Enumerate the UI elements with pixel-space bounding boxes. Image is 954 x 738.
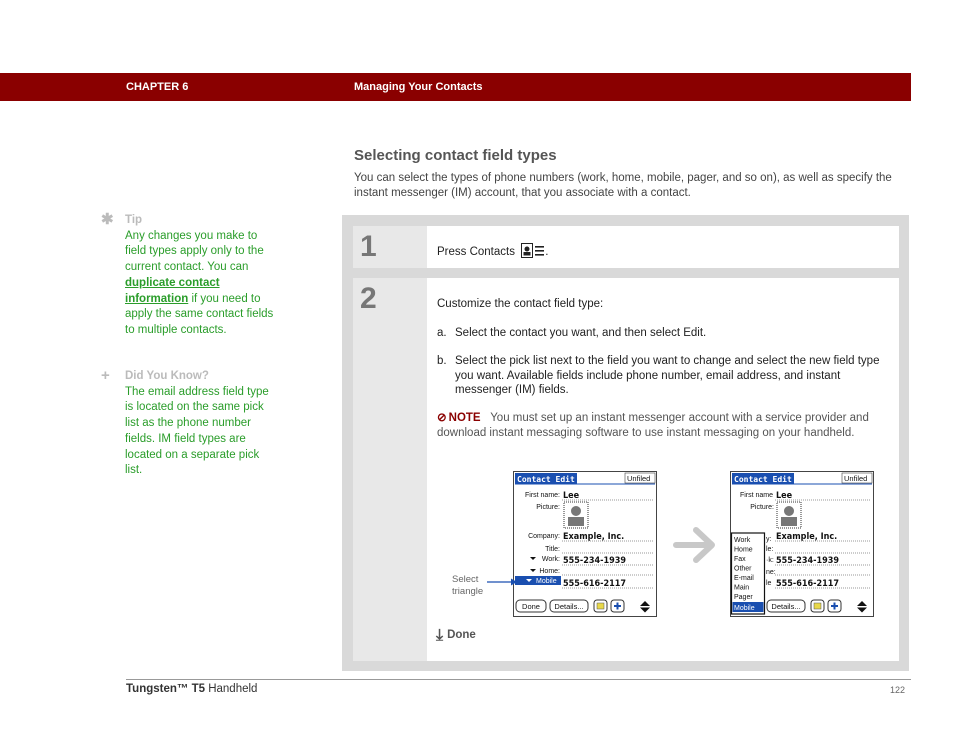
page-title: Selecting contact field types	[354, 147, 557, 164]
company-label: Company:	[528, 533, 560, 540]
svg-text:ne:: ne:	[766, 569, 776, 576]
footer-product	[126, 683, 257, 695]
pick-item-email[interactable]: E-mail	[734, 575, 754, 582]
picture-label: Picture:	[536, 504, 560, 511]
asterisk-icon: ✱	[101, 211, 114, 228]
select-triangle-caption	[452, 574, 483, 598]
details-button-label: Details...	[771, 602, 801, 611]
mobile-value[interactable]: 555-616-2117	[776, 579, 840, 589]
step-1-number: 1	[360, 230, 377, 263]
step-2-number-column	[353, 278, 427, 661]
pick-item-home[interactable]: Home	[734, 546, 753, 554]
tip-text-after: if you need to apply the same contact fields to multiple contacts.	[125, 292, 274, 336]
first-name-value[interactable]: Lee	[563, 491, 580, 501]
screen-title: Contact Edit	[734, 475, 792, 484]
home-label[interactable]: Home:	[539, 568, 560, 575]
intro-text: You can select the types of phone numbers (work, home, mobile, pager, and so on), as well as specify the instant messenger (IM) account, that you associate with a contact.	[354, 172, 892, 199]
did-you-know-heading: Did You Know?	[125, 370, 209, 382]
item-a-text: Select the contact you want, and then select Edit.	[455, 327, 707, 339]
first-name-label: First name:	[524, 492, 560, 499]
done-button-label: Done	[522, 602, 540, 611]
svg-text:le: le	[766, 580, 772, 587]
mobile-label[interactable]: Mobile	[536, 578, 557, 585]
page-number: 122	[890, 685, 906, 695]
first-name-value[interactable]: Lee	[776, 491, 793, 501]
category-badge[interactable]: Unfiled	[627, 474, 651, 483]
duplicate-contact-link[interactable]: duplicate contact information	[125, 276, 220, 305]
item-a-letter: a.	[437, 327, 447, 339]
note-text: You must set up an instant messenger account with a service provider and download instant messaging software to use instant messaging on your handheld.	[437, 412, 869, 439]
category-badge[interactable]: Unfiled	[844, 474, 868, 483]
picture-label: Picture:	[750, 504, 774, 511]
step-1-text	[437, 243, 548, 260]
item-b-text: Select the pick list next to the field you want to change and select the new field type you want. Available fields include phone number, email address, and instant messenger (IM) fields.	[455, 355, 880, 396]
done-marker	[436, 627, 476, 645]
pick-item-other[interactable]: Other	[734, 565, 752, 573]
chapter-label: CHAPTER 6	[126, 81, 189, 93]
step-2-number: 2	[360, 282, 377, 315]
footer-product-name: Tungsten™ T5	[126, 683, 206, 695]
section-label: Managing Your Contacts	[354, 81, 483, 93]
tip-body	[125, 229, 276, 339]
work-label[interactable]: Work:	[541, 556, 560, 563]
note-label: NOTE	[448, 412, 481, 424]
caption-line-1: Select	[452, 574, 479, 585]
pick-item-pager[interactable]: Pager	[734, 594, 753, 601]
work-value[interactable]: 555-234-1939	[776, 556, 840, 566]
plus-icon: +	[101, 367, 110, 384]
done-label: Done	[447, 629, 476, 641]
item-b-letter: b.	[437, 355, 447, 367]
pick-item-mobile[interactable]: Mobile	[734, 605, 755, 612]
pick-item-work[interactable]: Work	[734, 537, 751, 544]
caption-pointer-arrow-icon	[487, 577, 517, 587]
step-2-intro: Customize the contact field type:	[437, 298, 604, 310]
did-you-know-box	[101, 369, 276, 479]
pick-item-main[interactable]: Main	[734, 584, 750, 592]
mobile-value[interactable]: 555-616-2117	[563, 579, 627, 589]
field-type-pick-list[interactable]	[732, 533, 765, 614]
work-value[interactable]: 555-234-1939	[563, 556, 627, 566]
down-arrow-icon: ⤓	[436, 627, 444, 644]
step-1-period: .	[545, 246, 549, 258]
contacts-icon	[521, 243, 545, 258]
tip-heading: Tip	[125, 214, 143, 226]
tip-text-before: Any changes you make to field types apply only to the current contact. You can	[125, 229, 264, 274]
right-arrow-icon	[672, 525, 720, 565]
company-value[interactable]: Example, Inc.	[563, 532, 625, 542]
svg-text:·k:: ·k:	[766, 557, 774, 564]
step-1	[353, 226, 899, 268]
details-button-label: Details...	[554, 602, 584, 611]
pick-item-fax[interactable]: Fax	[734, 556, 746, 563]
note-box	[437, 411, 887, 440]
step-1-number-column	[353, 226, 427, 268]
caption-line-2: triangle	[452, 586, 484, 597]
contact-edit-screen-before	[513, 471, 657, 617]
did-you-know-body: The email address field type is located on the same pick list as the phone number fields. IM field types are located on a separate pick list.	[125, 385, 269, 477]
svg-text:le:: le:	[766, 546, 774, 553]
note-icon: ⊘	[437, 412, 447, 424]
contact-edit-screen-after	[730, 471, 874, 617]
chapter-header-bar	[0, 73, 911, 101]
title-label: Title:	[545, 546, 560, 553]
step-1-label: Press Contacts	[437, 246, 515, 258]
company-value[interactable]: Example, Inc.	[776, 532, 838, 542]
tip-box	[101, 213, 276, 339]
footer-divider	[126, 679, 911, 680]
step-2-item-b	[437, 354, 887, 398]
svg-text:y:: y:	[766, 536, 772, 543]
screen-title: Contact Edit	[517, 475, 575, 484]
first-name-label: First name	[739, 492, 773, 499]
footer-product-suffix: Handheld	[205, 683, 258, 695]
step-2-item-a	[437, 326, 887, 341]
